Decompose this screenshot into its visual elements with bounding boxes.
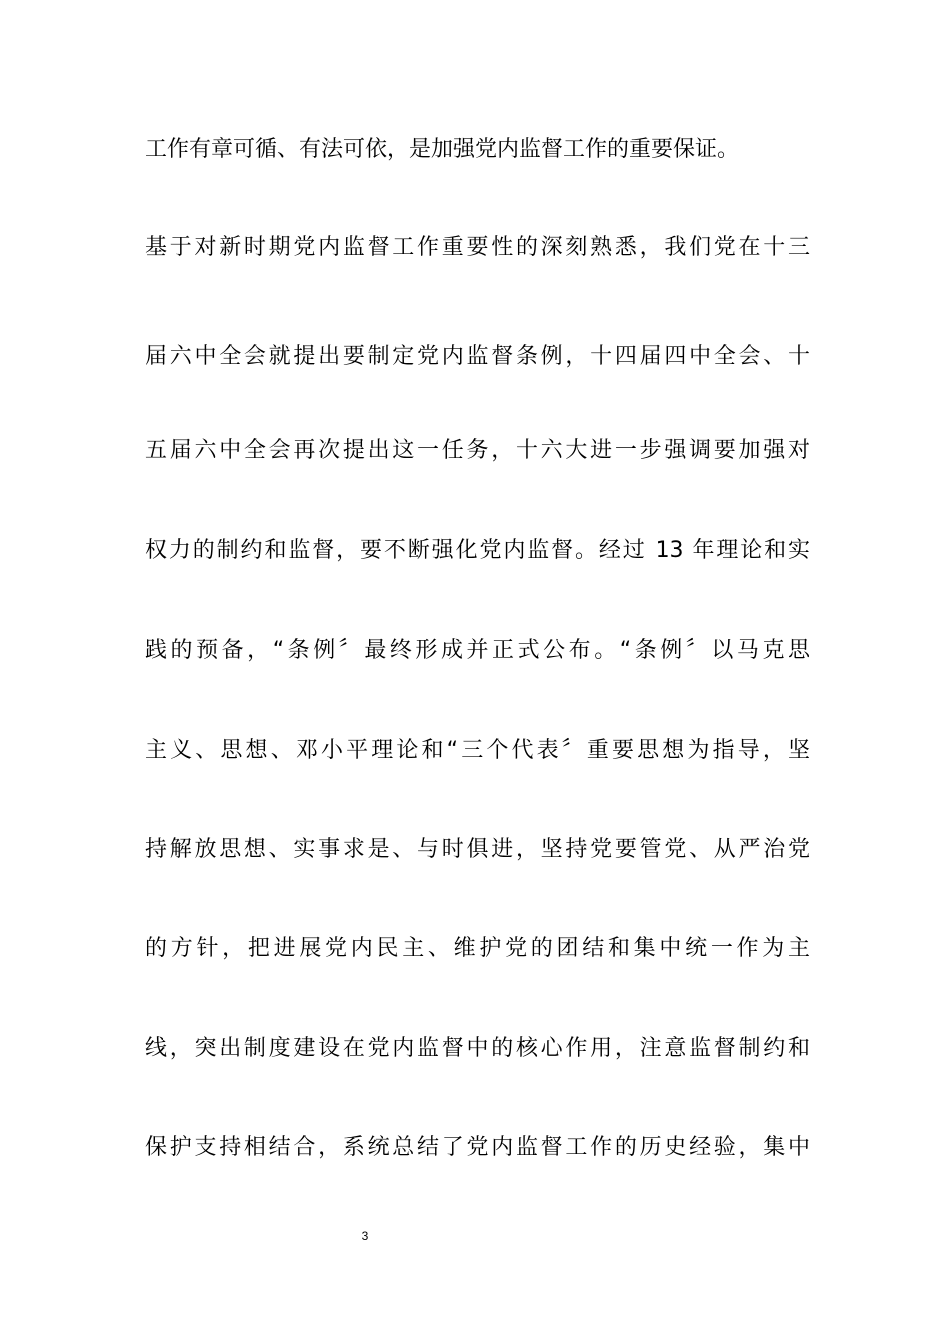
- body-text-line: 工作有章可循、有法可依，是加强党内监督工作的重要保证。: [145, 137, 740, 162]
- page-number: 3: [361, 1229, 369, 1243]
- body-text-line: 的方针，把进展党内民主、维护党的团结和集中统一作为主: [145, 936, 810, 961]
- body-text-line: 权力的制约和监督，要不断强化党内监督。经过 13 年理论和实: [145, 538, 810, 563]
- body-text-line: 五届六中全会再次提出这一任务，十六大进一步强调要加强对: [145, 438, 810, 463]
- body-text-line: 线，突出制度建设在党内监督中的核心作用，注意监督制约和: [145, 1036, 810, 1061]
- body-text-line: 主义、思想、邓小平理论和“三个代表〞重要思想为指导，坚: [145, 738, 810, 763]
- body-text-line: 保护支持相结合，系统总结了党内监督工作的历史经验，集中: [145, 1135, 810, 1160]
- body-text-line: 基于对新时期党内监督工作重要性的深刻熟悉，我们党在十三: [145, 235, 810, 260]
- body-text-line: 持解放思想、实事求是、与时俱进，坚持党要管党、从严治党: [145, 837, 810, 862]
- body-text-line: 届六中全会就提出要制定党内监督条例，十四届四中全会、十: [145, 344, 810, 369]
- body-text-line: 践的预备，“条例〞最终形成并正式公布。“条例〞以马克思: [145, 638, 810, 663]
